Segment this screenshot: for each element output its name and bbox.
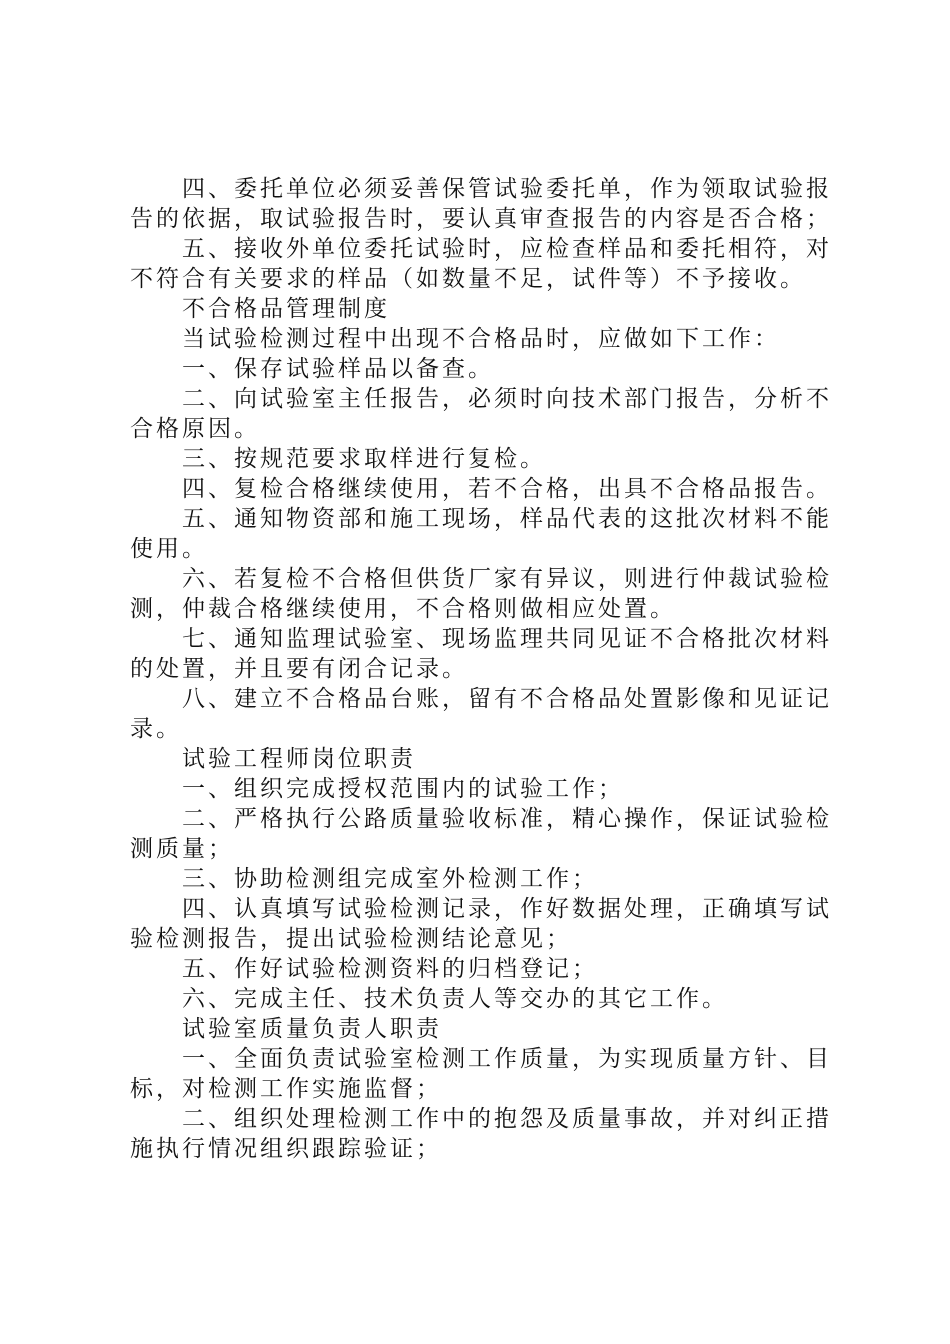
paragraph-nonconforming-4: 四、复检合格继续使用，若不合格，出具不合格品报告。 — [182, 476, 832, 502]
paragraph-engineer-5: 五、作好试验检测资料的归档登记； — [182, 956, 598, 982]
paragraph-nonconforming-5: 五、通知物资部和施工现场，样品代表的这批次材料不能使用。 — [130, 506, 832, 562]
paragraph-nonconforming-2: 二、向试验室主任报告，必须时向技术部门报告，分析不合格原因。 — [130, 386, 832, 442]
section-heading-quality-lead-duties: 试验室质量负责人职责 — [182, 1016, 442, 1042]
paragraph-engineer-3: 三、协助检测组完成室外检测工作； — [182, 866, 598, 892]
paragraph-nonconforming-7: 七、通知监理试验室、现场监理共同见证不合格批次材料的处置，并且要有闭合记录。 — [130, 626, 832, 682]
paragraph-nonconforming-intro: 当试验检测过程中出现不合格品时，应做如下工作： — [182, 326, 780, 352]
paragraph-nonconforming-8: 八、建立不合格品台账，留有不合格品处置影像和见证记录。 — [130, 686, 832, 742]
paragraph-nonconforming-3: 三、按规范要求取样进行复检。 — [182, 446, 546, 472]
paragraph-engineer-1: 一、组织完成授权范围内的试验工作； — [182, 776, 624, 802]
paragraph-engineer-6: 六、完成主任、技术负责人等交办的其它工作。 — [182, 986, 728, 1012]
paragraph-entrust-5: 五、接收外单位委托试验时，应检查样品和委托相符，对不符合有关要求的样品（如数量不足，试件等）不予接收。 — [130, 236, 832, 292]
paragraph-engineer-4: 四、认真填写试验检测记录，作好数据处理，正确填写试验检测报告，提出试验检测结论意见； — [130, 896, 832, 952]
paragraph-nonconforming-6: 六、若复检不合格但供货厂家有异议，则进行仲裁试验检测，仲裁合格继续使用，不合格则做相应处置。 — [130, 566, 832, 622]
paragraph-engineer-2: 二、严格执行公路质量验收标准，精心操作，保证试验检测质量； — [130, 806, 832, 862]
section-heading-engineer-duties: 试验工程师岗位职责 — [182, 746, 416, 772]
paragraph-quality-lead-1: 一、全面负责试验室检测工作质量，为实现质量方针、目标，对检测工作实施监督； — [130, 1046, 832, 1102]
section-heading-nonconforming: 不合格品管理制度 — [182, 296, 390, 322]
paragraph-quality-lead-2: 二、组织处理检测工作中的抱怨及质量事故，并对纠正措施执行情况组织跟踪验证； — [130, 1106, 832, 1162]
document-body — [130, 174, 832, 1164]
paragraph-nonconforming-1: 一、保存试验样品以备查。 — [182, 356, 494, 382]
paragraph-entrust-4: 四、委托单位必须妥善保管试验委托单，作为领取试验报告的依据，取试验报告时，要认真审查报告的内容是否合格； — [130, 176, 832, 232]
